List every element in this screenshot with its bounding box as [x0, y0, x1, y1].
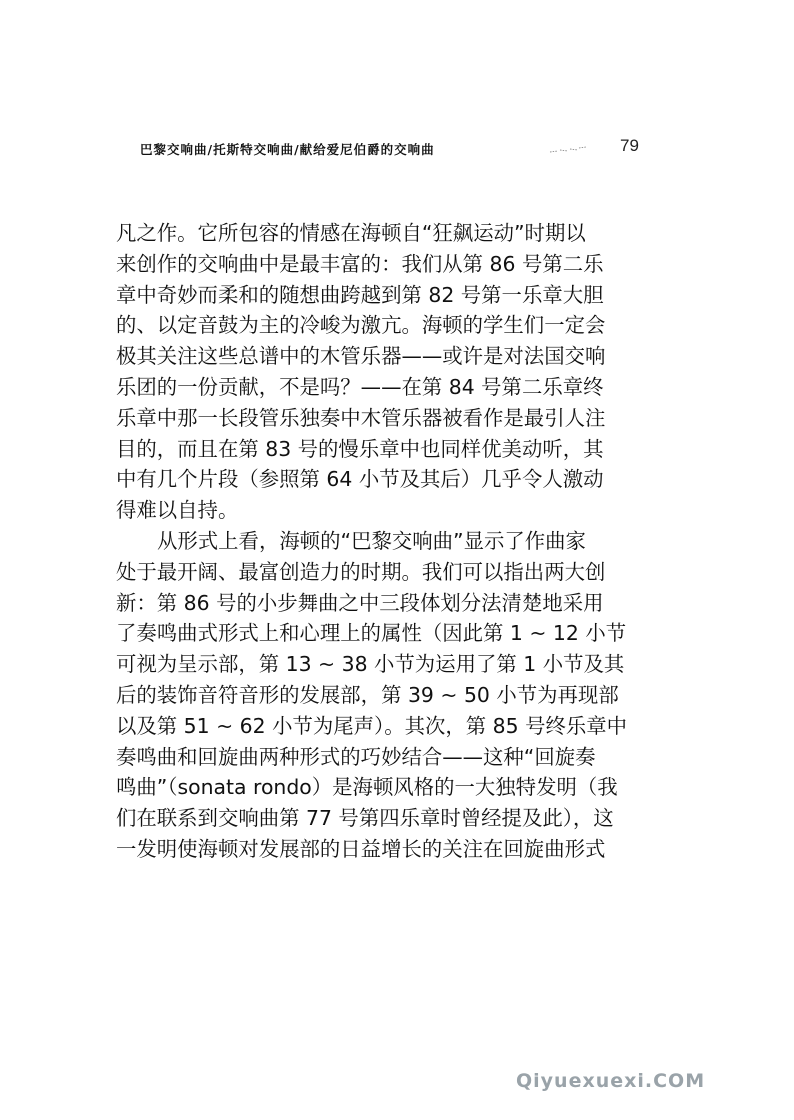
print-speck-decoration: [548, 146, 588, 154]
text-line: 鸣曲”（sonata rondo）是海顿风格的一大独特发明（我: [116, 775, 618, 800]
text-line: 新：第 86 号的小步舞曲之中三段体划分法清楚地采用: [116, 590, 604, 615]
text-line: 们在联系到交响曲第 77 号第四乐章时曾经提及此），这: [116, 806, 614, 831]
text-line: 中有几个片段（参照第 64 小节及其后）几乎令人激动: [116, 467, 604, 492]
body-text: [116, 218, 676, 865]
page-number: 79: [620, 136, 639, 155]
text-line: 章中奇妙而柔和的随想曲跨越到第 82 号第一乐章大胆: [116, 282, 604, 307]
text-line: 奏鸣曲和回旋曲两种形式的巧妙结合——这种“回旋奏: [116, 744, 596, 769]
paragraph-start-line: 从形式上看，海顿的“巴黎交响曲”显示了作曲家: [157, 528, 586, 553]
text-line: 的、以定音鼓为主的冷峻为激亢。海顿的学生们一定会: [116, 313, 606, 338]
text-line: 一发明使海顿对发展部的日益增长的关注在回旋曲形式: [116, 836, 606, 861]
text-line: 目的，而且在第 83 号的慢乐章中也同样优美动听，其: [116, 436, 604, 461]
text-line: 乐团的一份贡献，不是吗？——在第 84 号第二乐章终: [116, 374, 604, 399]
site-watermark: Qiyuexuexi.COM: [516, 1070, 706, 1092]
text-line: 后的装饰音符音形的发展部，第 39 ~ 50 小节为再现部: [116, 682, 619, 707]
text-line: 来创作的交响曲中是最丰富的：我们从第 86 号第二乐: [116, 251, 604, 276]
text-line: 以及第 51 ~ 62 小节为尾声）。其次，第 85 号终乐章中: [116, 713, 628, 738]
text-line: 处于最开阔、最富创造力的时期。我们可以指出两大创: [116, 559, 606, 584]
text-line: 乐章中那一长段管乐独奏中木管乐器被看作是最引人注: [116, 405, 606, 430]
text-line: 极其关注这些总谱中的木管乐器——或许是对法国交响: [116, 344, 606, 369]
text-line: 得难以自持。: [116, 498, 239, 523]
text-line: 可视为呈示部，第 13 ~ 38 小节为运用了第 1 小节及其: [116, 652, 625, 677]
text-line: 了奏鸣曲式形式上和心理上的属性（因此第 1 ~ 12 小节: [116, 621, 627, 646]
text-line: 凡之作。它所包容的情感在海顿自“狂飙运动”时期以: [116, 221, 586, 245]
running-header: [140, 138, 680, 162]
running-header-title: 巴黎交响曲/托斯特交响曲/献给爱尼伯爵的交响曲: [140, 142, 435, 157]
